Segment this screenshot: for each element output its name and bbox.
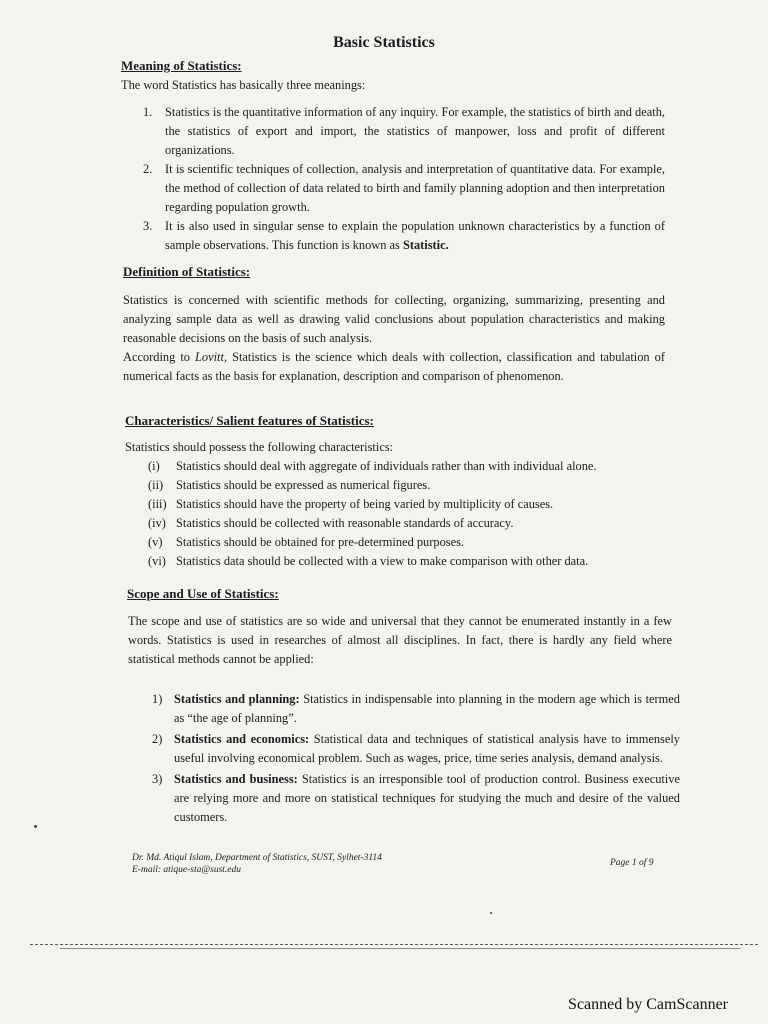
- meaning-list: [143, 103, 665, 255]
- definition-paragraph-2: According to Lovitt, Statistics is the science which deals with collection, classification and tabulation of numerical facts as the basis for explanation, description and comparison of phenomenon.: [123, 350, 665, 383]
- list-item: (vi) Statistics data should be collected with a view to make comparison with other data.: [148, 554, 589, 568]
- list-item: 2) Statistics and economics: Statistical data and techniques of statistical analysis have to immensely useful involving economical problem. Such as wages, price, time series analysis, demand analysis.: [152, 732, 680, 765]
- characteristics-heading: Characteristics/ Salient features of Statistics:: [125, 413, 374, 428]
- list-item: (iv) Statistics should be collected with reasonable standards of accuracy.: [148, 516, 514, 530]
- scan-edge-line: [30, 944, 758, 945]
- list-item: 3. It is also used in singular sense to explain the population unknown characteristics by a function of sample observations. This function is known as Statistic.: [143, 219, 665, 252]
- list-item: (ii) Statistics should be expressed as numerical figures.: [148, 478, 431, 492]
- footer-author: Dr. Md. Atiqul Islam, Department of Statistics, SUST, Sylhet-3114 E-mail: atique-sta@sust.edu: [132, 853, 382, 875]
- definition-heading: Definition of Statistics:: [123, 264, 251, 279]
- list-item: (i) Statistics should deal with aggregate of individuals rather than with individual alone.: [148, 459, 597, 473]
- characteristics-intro: Statistics should possess the following characteristics:: [125, 440, 394, 454]
- list-item: (iii) Statistics should have the property of being varied by multiplicity of causes.: [148, 497, 554, 511]
- meaning-heading: Meaning of Statistics:: [121, 58, 242, 73]
- scan-edge-line: [60, 948, 740, 949]
- scan-speck: [490, 912, 492, 914]
- scanner-watermark: Scanned by CamScanner: [568, 996, 728, 1013]
- page-number: Page 1 of 9: [610, 858, 654, 868]
- scope-list: [152, 690, 680, 827]
- list-item: 1) Statistics and planning: Statistics in indispensable into planning in the modern age which is termed as “the age of planning”.: [152, 692, 680, 725]
- characteristics-list: [148, 457, 668, 571]
- definition-paragraph-1: Statistics is concerned with scientific methods for collecting, organizing, summarizing, presenting and analyzing sample data as well as drawing valid conclusions about population characteristics and making reasonable decisions on the basis of such analysis.: [123, 293, 665, 345]
- list-item: (v) Statistics should be obtained for pre-determined purposes.: [148, 535, 465, 549]
- meaning-intro: The word Statistics has basically three meanings:: [121, 78, 366, 92]
- scope-paragraph: The scope and use of statistics are so wide and universal that they cannot be enumerated instantly in a few words. Statistics is used in researches of almost all disciplines. In fact, there is hardly any field where statistical methods cannot be applied:: [128, 614, 672, 666]
- list-item: 3) Statistics and business: Statistics is an irresponsible tool of production control. Business executive are relying more and more on statistical techniques for studying the much and desire of the valued customers.: [152, 772, 680, 824]
- page-title: Basic Statistics: [333, 34, 435, 51]
- list-item: 2. It is scientific techniques of collection, analysis and interpretation of quantitative data. For example, the method of collection of data related to birth and family planning adoption and then interpretation regarding population growth.: [143, 162, 665, 214]
- scope-heading: Scope and Use of Statistics:: [127, 586, 279, 601]
- scan-speck: [34, 825, 37, 828]
- list-item: 1. Statistics is the quantitative information of any inquiry. For example, the statistics of birth and death, the statistics of export and import, the statistics of manpower, loss and profit of different organizations.: [143, 105, 665, 157]
